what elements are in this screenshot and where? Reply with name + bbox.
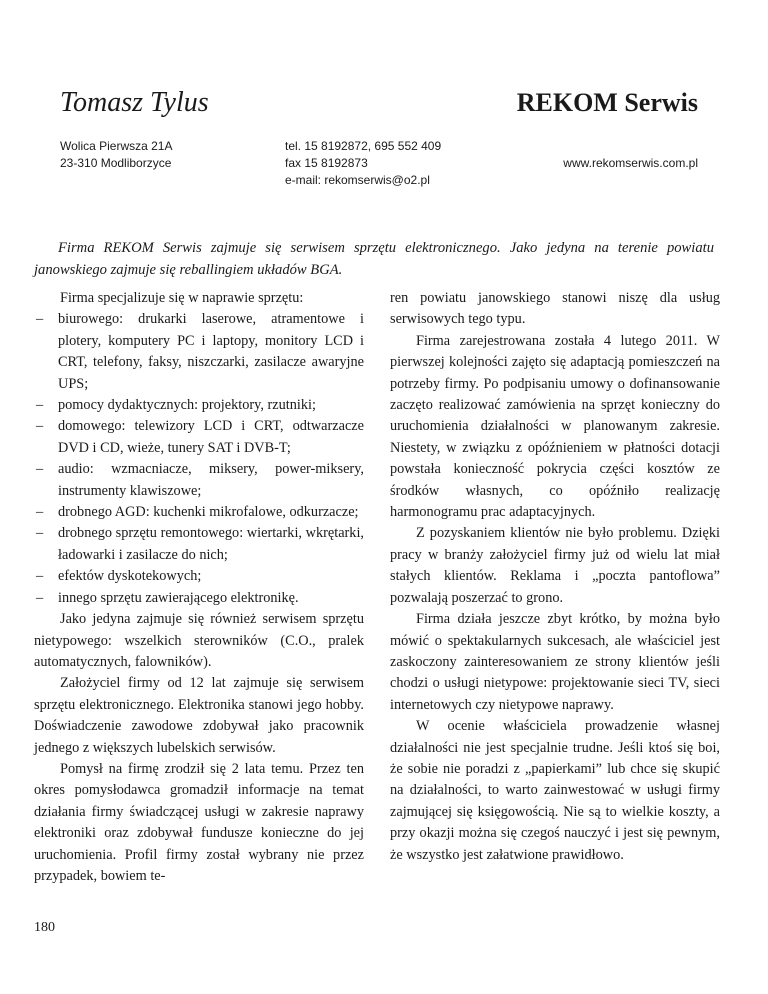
list-item: – drobnego sprzętu remontowego: wiertarki, wkrętarki, ładowarki i zasilacze do nich; — [34, 523, 364, 566]
address-line-1: Wolica Pierwsza 21A — [60, 139, 173, 153]
body-paragraph: Firma zarejestrowana została 4 lutego 2011. W pierwszej kolejności zajęto się adaptacją pomieszczeń na potrzeby firmy. Po podpisaniu umowy o dofinansowanie zaczęto realizować zamówienia na sprzęt konieczny do uruchomienia działalności w planowanym zakresie. Niestety, w związku z opóźnieniem w płatności dotacji powstała konieczność pokrycia części kosztów ze środków własnych, co opóźniło realizację harmonogramu prac adaptacyjnych. — [390, 332, 720, 521]
fax-text: fax 15 8192873 — [285, 156, 368, 170]
page-number: 180 — [34, 920, 55, 935]
body-paragraph: W ocenie właściciela prowadzenie własnej działalności nie jest specjalnie trudne. Jeśli ktoś się boi, że sobie nie poradzi z „papierkami” lub chce się skupić na działalności, to warto zainwestować w usługi firmy zajmującej się księgowością. Nie są to wielkie koszty, a przy okazji można się czegoś nauczyć i jest się pewnym, że wszystko jest załatwione prawidłowo. — [390, 718, 720, 863]
address-line-2: 23-310 Modliborzyce — [60, 156, 172, 170]
body-paragraph: Z pozyskaniem klientów nie było problemu. Dzięki pracy w branży założyciel firmy już od wielu lat miał stałych klientów. Reklama i „poczta pantoflowa” pozwalają poszerzać to grono. — [390, 525, 720, 606]
continuation-paragraph: ren powiatu janowskiego stanowi niszę dla usług serwisowych tego typu. — [390, 290, 720, 328]
phone-text: tel. 15 8192872, 695 552 409 — [285, 139, 442, 153]
website-text: www.rekomserwis.com.pl — [563, 156, 698, 170]
list-item: – efektów dyskotekowych; — [34, 566, 364, 587]
service-list — [34, 309, 364, 609]
body-paragraph: Firma działa jeszcze zbyt krótko, by można było mówić o spektakularnych sukcesach, ale właściciel jest zaskoczony zainteresowaniem ze strony klientów jeśli chodzi o usługi nietypowe: projektowanie sieci TV, sieci internetowych czy nietypowe naprawy. — [390, 611, 720, 713]
email-text: e-mail: rekomserwis@o2.pl — [285, 173, 430, 187]
address-block — [60, 138, 173, 172]
company-name: REKOM Serwis — [516, 88, 698, 117]
list-item: – audio: wzmacniacze, miksery, power-miksery, instrumenty klawiszowe; — [34, 459, 364, 502]
list-item: – domowego: telewizory LCD i CRT, odtwarzacze DVD i CD, wieże, tunery SAT i DVB-T; — [34, 416, 364, 459]
list-item: – innego sprzętu zawierającego elektronikę. — [34, 588, 364, 609]
list-item: – biurowego: drukarki laserowe, atramentowe i plotery, komputery PC i laptopy, monitory LCD i CRT, telefony, faksy, niszczarki, zasilacze awaryjne UPS; — [34, 309, 364, 395]
body-paragraph: Jako jedyna zajmuje się również serwisem sprzętu nietypowego: wszelkich sterowników (C.O., pralek automatycznych, falowników). — [34, 611, 364, 670]
intro-paragraph: Firma REKOM Serwis zajmuje się serwisem sprzętu elektronicznego. Jako jedyna na terenie powiatu janowskiego zajmuje się reballingiem układów BGA. — [34, 240, 714, 278]
left-column — [34, 288, 364, 887]
list-item: – pomocy dydaktycznych: projektory, rzutniki; — [34, 395, 364, 416]
contact-block — [285, 138, 441, 189]
right-column — [390, 288, 720, 866]
person-name: Tomasz Tylus — [60, 87, 209, 118]
body-paragraph: Pomysł na firmę zrodził się 2 lata temu. Przez ten okres pomysłodawca gromadził informacje na temat działania firmy świadczącej usługi w zakresie naprawy elektroniki oraz zdobywał fundusze konieczne do jej uruchomienia. Profil firmy został wybrany nie przez przypadek, bowiem te- — [34, 760, 364, 884]
list-item: – drobnego AGD: kuchenki mikrofalowe, odkurzacze; — [34, 502, 364, 523]
list-lead: Firma specjalizuje się w naprawie sprzętu: — [60, 290, 304, 306]
body-paragraph: Założyciel firmy od 12 lat zajmuje się serwisem sprzętu elektronicznego. Elektronika stanowi jego hobby. Doświadczenie zawodowe zdobywał jako pracownik jednego z większych lubelskich serwisów. — [34, 675, 364, 756]
